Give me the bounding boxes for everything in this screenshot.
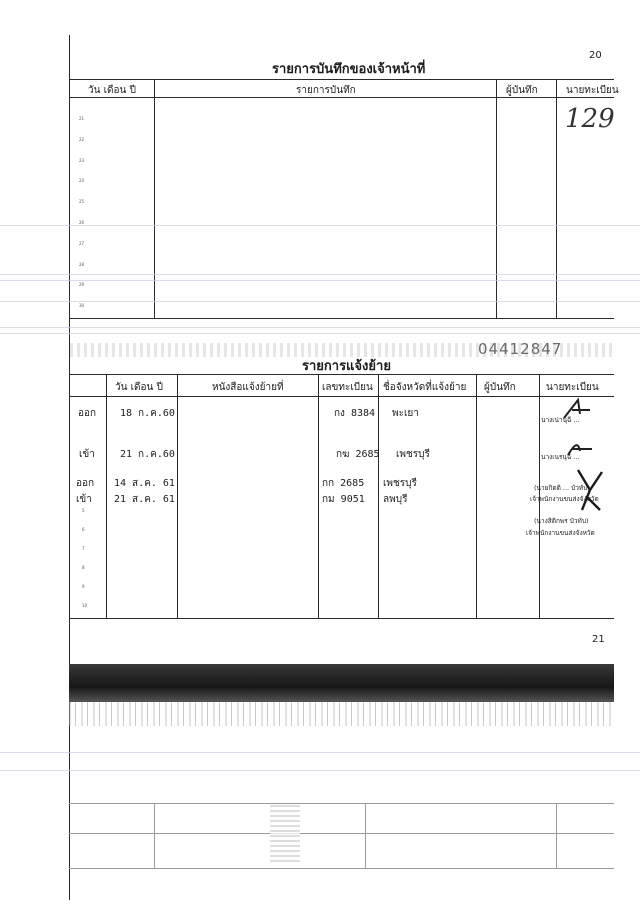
row2-registrar: นางเนรนุฉี ...: [541, 453, 580, 461]
officer-row-number: 30: [79, 303, 85, 309]
signature-3: [572, 466, 606, 514]
officer-record-title: รายการบันทึกของเจ้าหน้าที่: [272, 62, 426, 77]
row3-registrar: (นายกิตติ ... บัวทับ): [534, 484, 590, 492]
row1-registrar: นางเน่านุฉี ...: [541, 416, 580, 424]
row1-province: พะเยา: [392, 408, 419, 419]
transfer-row-mark: 8: [82, 565, 85, 570]
signature-1: [560, 396, 594, 422]
row3-province: เพชรบุรี: [383, 478, 417, 489]
page-number-top: 20: [589, 50, 602, 61]
scan-speckle-band: [69, 702, 614, 726]
row4-registrar: (นางสิติกพร บัวทับ): [534, 517, 589, 525]
transfer-col-registrar: นายทะเบียน: [546, 382, 599, 393]
row2-type: เข้า: [79, 449, 95, 460]
transfer-col-recorder: ผู้บันทึก: [484, 382, 516, 393]
officer-row-number: 22: [79, 136, 85, 142]
transfer-col-province: ชื่อจังหวัดที่แจ้งย้าย: [383, 382, 467, 393]
officer-row-number: 25: [79, 199, 85, 205]
row2-date: 21 ก.ค.60: [120, 449, 175, 460]
row2-province: เพชรบุรี: [396, 449, 430, 460]
row3-registrar-note: เจ้าพนักงานขนส่งจังหวัด: [530, 495, 599, 503]
transfer-col-plate: เลขทะเบียน: [322, 382, 373, 393]
row1-type: ออก: [78, 408, 97, 419]
transfer-row-mark: 6: [82, 527, 85, 532]
row4-type: เข้า: [76, 494, 92, 505]
officer-row-number: 21: [79, 116, 85, 121]
officer-row-number: 27: [79, 240, 85, 246]
row4-registrar-note: เจ้าพนักงานขนส่งจังหวัด: [526, 529, 595, 537]
transfer-row-mark: 7: [82, 546, 85, 551]
officer-col-date: วัน เดือน ปี: [88, 85, 136, 96]
row4-plate: กม 9051: [322, 494, 365, 505]
officer-row-number: 24: [79, 178, 85, 184]
row3-date: 14 ส.ค. 61: [114, 478, 175, 489]
officer-row-number: 26: [79, 220, 85, 225]
row2-plate: กฆ 2685: [336, 449, 380, 460]
row3-plate: กก 2685: [322, 478, 365, 489]
transfer-row-mark: 10: [82, 603, 88, 608]
officer-row-number: 23: [79, 157, 85, 163]
officer-col-registrar: นายทะเบียน: [566, 85, 619, 96]
signature-2: [562, 437, 596, 461]
row3-type: ออก: [76, 478, 95, 489]
row1-date: 18 ก.ค.60: [120, 408, 175, 419]
row1-plate: กง 8384: [334, 408, 376, 419]
faint-serial-number: 04412847: [478, 340, 563, 358]
row4-province: ลพบุรี: [383, 494, 408, 505]
officer-col-entry: รายการบันทึก: [296, 85, 356, 96]
transfer-col-letter: หนังสือแจ้งย้ายที่: [212, 382, 284, 393]
page-number-bottom: 21: [592, 634, 605, 645]
transfer-row-mark: 5: [82, 508, 85, 513]
scan-dark-band: [69, 664, 614, 702]
handwritten-129: 129: [565, 104, 615, 134]
transfer-col-date: วัน เดือน ปี: [115, 382, 163, 393]
transfer-record-title: รายการแจ้งย้าย: [302, 359, 391, 374]
transfer-row-mark: 9: [82, 584, 85, 589]
row4-date: 21 ส.ค. 61: [114, 494, 175, 505]
officer-row-number: 28: [79, 261, 85, 267]
officer-row-number: 29: [79, 282, 85, 288]
officer-col-recorder: ผู้บันทึก: [506, 85, 538, 96]
